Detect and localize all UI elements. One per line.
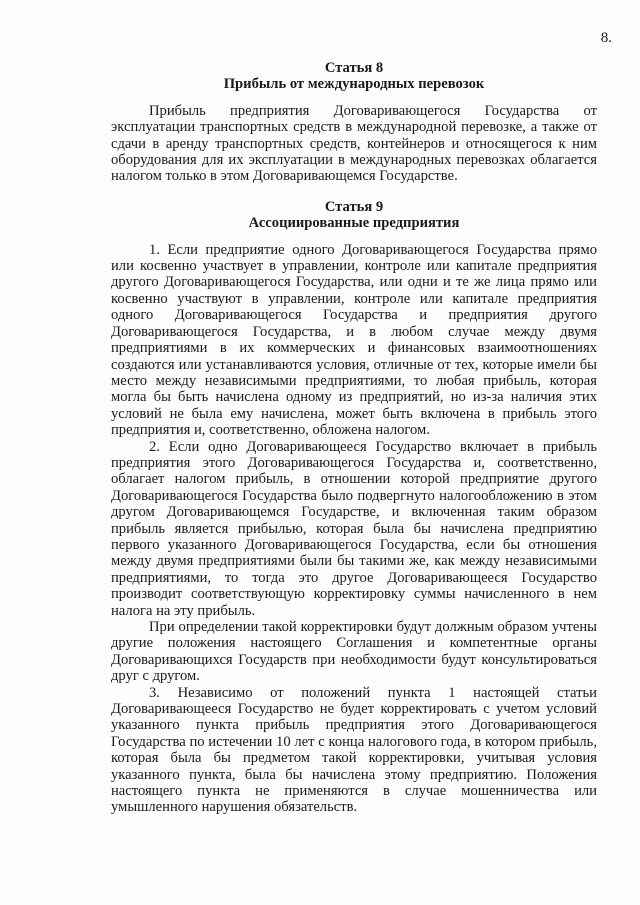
article-9-paragraph-2: 2. Если одно Договаривающееся Государство включает в прибыль предприятия этого Договаривающегося Государства и, соответственно, облагает налогом прибыль, в отношении которой предприятие другого Договаривающегося Государства было подвергнуто налогообложению в этом другом Договаривающемся Государстве, и включенная таким образом прибыль является прибылью, которая была бы начислена предприятию первого указанного Договаривающегося Государства, если бы отношения между двумя предприятиями были бы такими же, как между независимыми предприятиями, то тогда это другое Договаривающееся Государство производит соответствующую корректировку суммы начисленного в нем налога на эту прибыль. bbox=[111, 438, 597, 619]
article-8-title: Прибыль от международных перевозок bbox=[223, 76, 485, 93]
article-9-paragraph-4: 3. Независимо от положений пункта 1 настоящей статьи Договаривающееся Государство не будет корректировать с учетом условий указанного пункта прибыль предприятия этого Договаривающегося Государства по истечении 10 лет с конца налогового года, в котором прибыль, которая была бы предметом такой корректировки, учитывая условия указанного пункта, была бы начислена этому предприятию. Положения настоящего пункта не применяются в случае мошенничества или умышленного нарушения обязательств. bbox=[111, 684, 597, 816]
page-number: 8. bbox=[600, 30, 612, 46]
article-9-paragraph-3: При определении такой корректировки будут должным образом учтены другие положения настоящего Соглашения и компетентные органы Договаривающихся Государств при необходимости будут консультироваться друг с другом. bbox=[111, 619, 597, 685]
document-body bbox=[111, 60, 597, 816]
article-8-paragraph: Прибыль предприятия Договаривающегося Государства от эксплуатации транспортных средств в международной перевозке, а также от сдачи в аренду транспортных средств, контейнеров и относящегося к ним оборудования для их эксплуатации в международных перевозках облагается налогом только в этом Договаривающемся Государстве. bbox=[111, 102, 597, 185]
article-9-number: Статья 9 bbox=[324, 198, 384, 215]
article-9-title: Ассоциированные предприятия bbox=[248, 215, 460, 232]
article-8-number: Статья 8 bbox=[324, 60, 384, 76]
article-9-paragraph-1: 1. Если предприятие одного Договаривающегося Государства прямо или косвенно участвует в управлении, контроле или капитале предприятия другого Договаривающегося Государства, или одни и те же лица прямо или косвенно участвуют в управлении, контроле или капитале предприятия одного Договаривающегося Государства и предприятия другого Договаривающегося Государства, и в любом случае между двумя предприятиями в их коммерческих и финансовых взаимоотношениях создаются или устанавливаются условия, отличные от тех, которые имели бы место между независимыми предприятиями, то любая прибыль, которая могла бы быть начислена одному из предприятий, но из-за наличия этих условий не была ему начислена, может быть включена в прибыль этого предприятия и, соответственно, обложена налогом. bbox=[111, 241, 597, 439]
section-spacer bbox=[111, 185, 597, 199]
